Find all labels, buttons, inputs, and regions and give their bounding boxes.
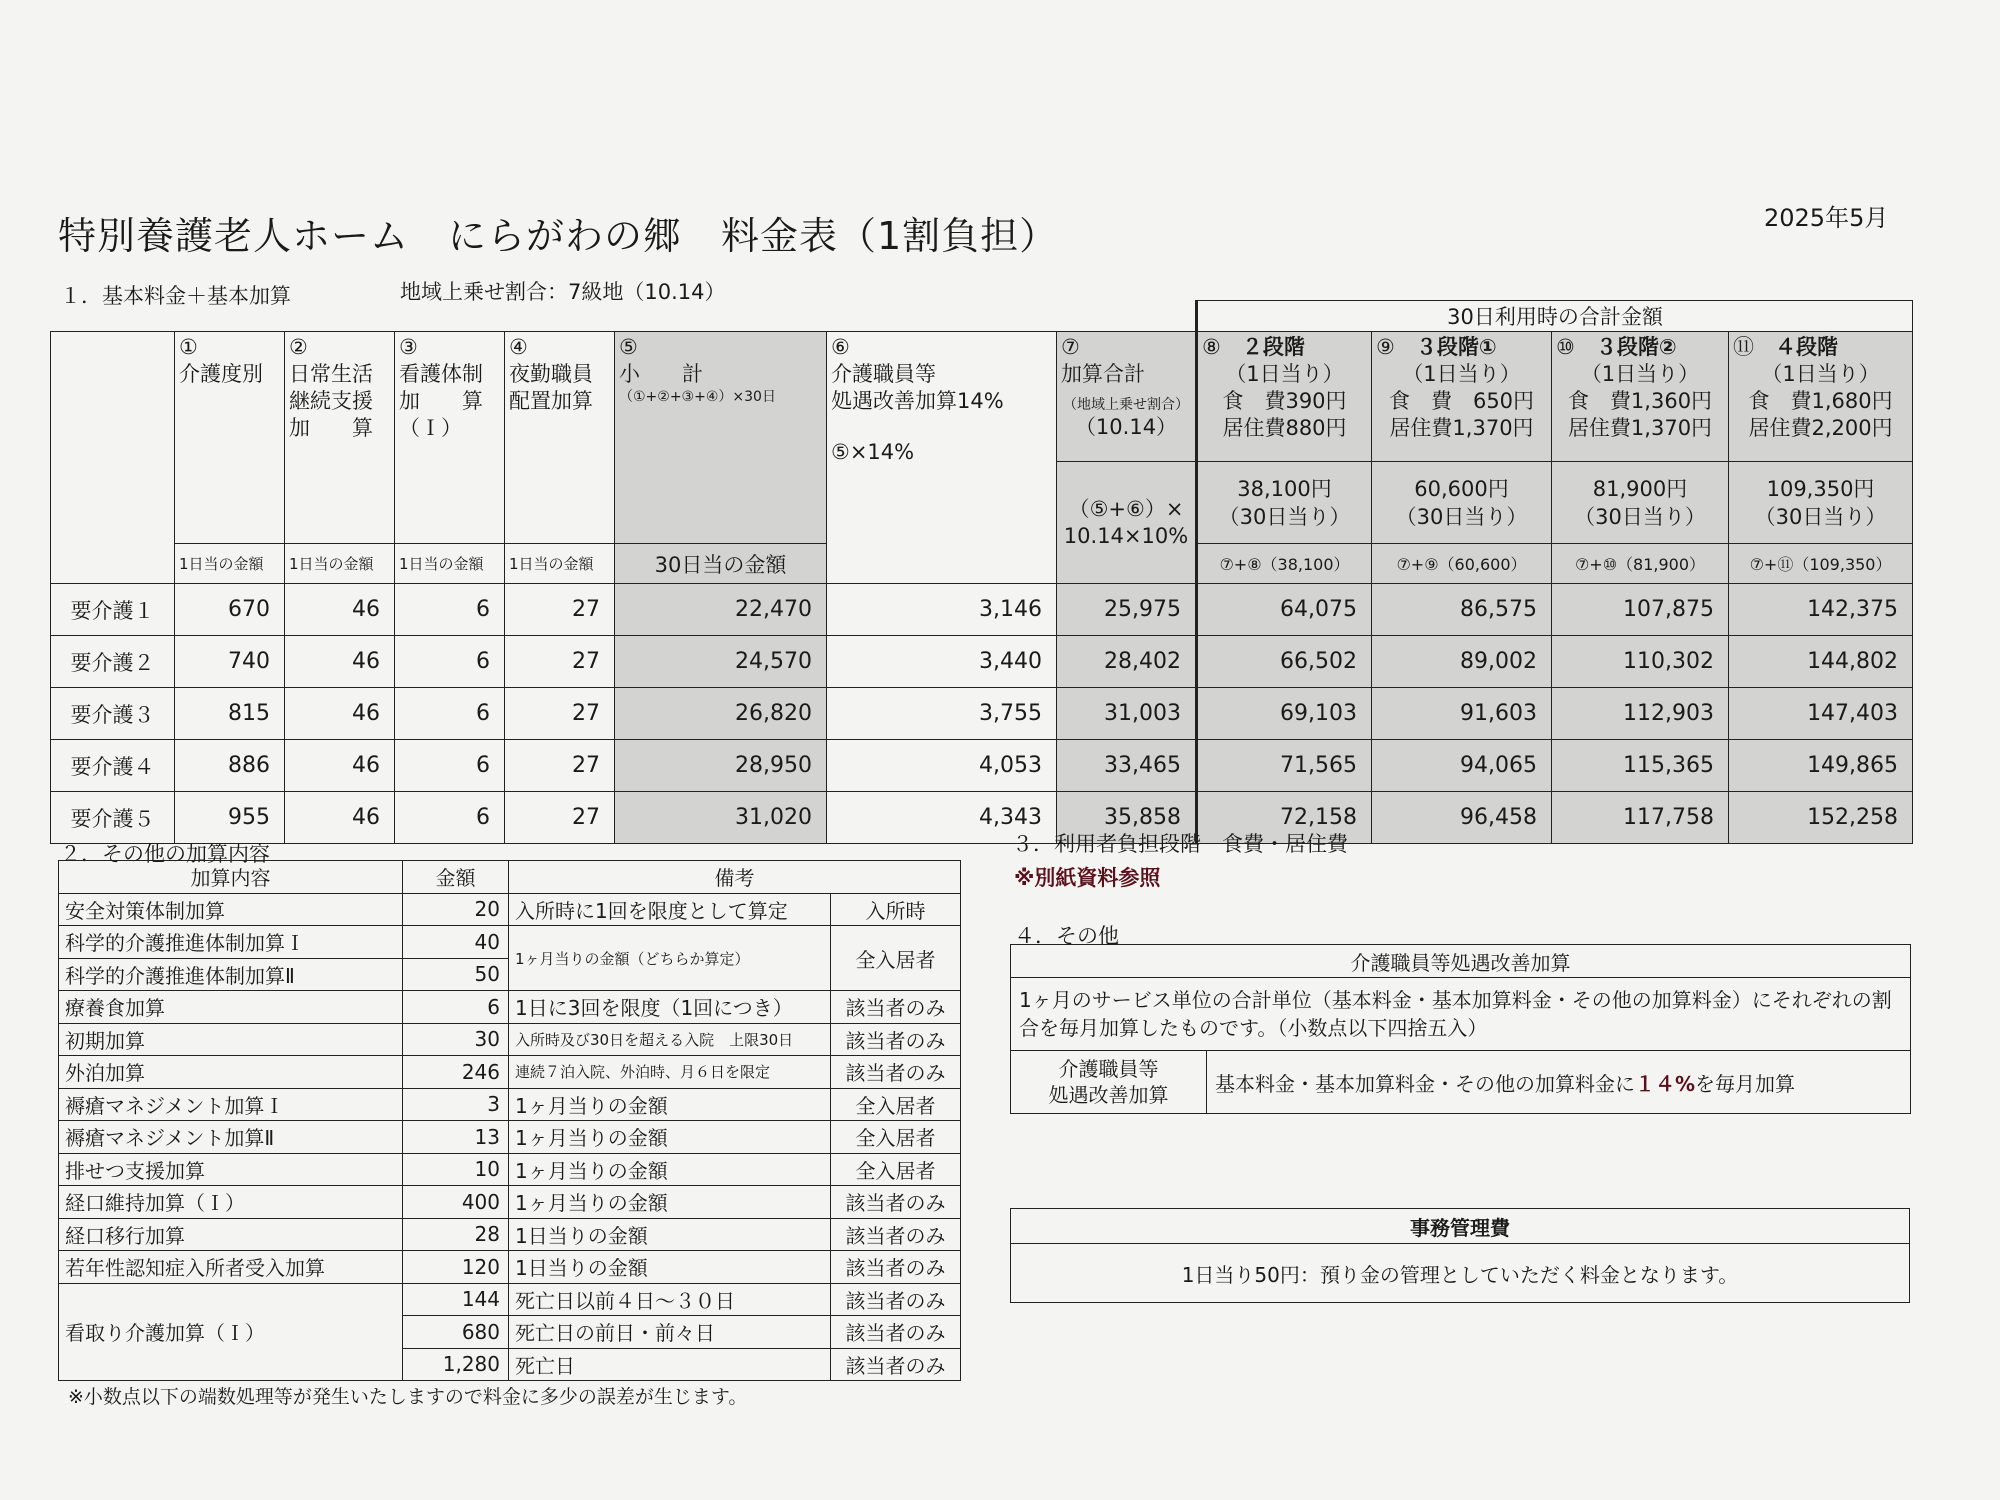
table-row: 若年性認知症入所者受入加算 120 1日当りの金額 該当者のみ	[59, 1251, 961, 1284]
table-row: 褥瘡マネジメント加算Ｉ 3 1ヶ月当りの金額 全入居者	[59, 1088, 961, 1121]
total-header: 30日利用時の合計金額	[1197, 301, 1913, 332]
section2-title: ２．その他の加算内容	[60, 842, 270, 866]
tier11-monthly: 109,350円 （30日当り）	[1729, 462, 1913, 544]
tier9-monthly: 60,600円 （30日当り）	[1372, 462, 1552, 544]
table-row: 要介護２ 740 46 6 27 24,570 3,440 28,402 66,502 89,002 110,302 144,802	[51, 636, 1913, 688]
tier8-monthly: 38,100円 （30日当り）	[1197, 462, 1372, 544]
addon-fee-table	[58, 860, 961, 1381]
footnote: ※小数点以下の端数処理等が発生いたしますので料金に多少の誤差が生じます。	[68, 1386, 748, 1408]
treatment-improvement-table	[1010, 944, 1911, 1114]
region-rate-note: 地域上乗せ割合：7級地（10.14）	[400, 280, 726, 304]
treatment-description: 1ヶ月のサービス単位の合計単位（基本料金・基本加算料金・その他の加算料金）にそれぞれの割合を毎月加算したものです。（小数点以下四捨五入）	[1011, 978, 1911, 1051]
col6-header: ⑥ 介護職員等 処遇改善加算14% ⑤×14%	[827, 332, 1057, 584]
table-row: 看取り介護加算（Ｉ） 144 死亡日以前４日～３０日 該当者のみ	[59, 1283, 961, 1316]
tier8-header: ⑧ ２段階 （1日当り） 食 費390円 居住費880円	[1197, 332, 1372, 462]
table-row: 科学的介護推進体制加算Ｉ 40 1ヶ月当りの金額（どちらか算定） 全入居者	[59, 926, 961, 959]
table-row: 経口維持加算（Ｉ） 400 1ヶ月当りの金額 該当者のみ	[59, 1186, 961, 1219]
table-row: 要介護１ 670 46 6 27 22,470 3,146 25,975 64,075 86,575 107,875 142,375	[51, 584, 1913, 636]
office-fee-table	[1010, 1208, 1910, 1303]
tier9-sum-label: ⑦+⑨（60,600）	[1372, 544, 1552, 584]
table-row: 療養食加算 6 1日に3回を限度（1回につき） 該当者のみ	[59, 991, 961, 1024]
table-row: 経口移行加算 28 1日当りの金額 該当者のみ	[59, 1218, 961, 1251]
table-row: 要介護５ 955 46 6 27 31,020 4,343 35,858 72,158 96,458 117,758 152,258	[51, 792, 1913, 844]
section4-title: ４．その他	[1014, 924, 1119, 948]
table-row: 褥瘡マネジメント加算Ⅱ 13 1ヶ月当りの金額 全入居者	[59, 1121, 961, 1154]
table-row: 1,280 死亡日 該当者のみ	[59, 1348, 961, 1381]
table-row: 要介護３ 815 46 6 27 26,820 3,755 31,003 69,103 91,603 112,903 147,403	[51, 688, 1913, 740]
col4-header: ④ 夜勤職員 配置加算	[505, 332, 615, 544]
table-row: 680 死亡日の前日・前々日 該当者のみ	[59, 1316, 961, 1349]
addon-header-name: 加算内容	[59, 861, 403, 894]
addon-header-amount: 金額	[403, 861, 509, 894]
tier8-sum-label: ⑦+⑧（38,100）	[1197, 544, 1372, 584]
tier10-monthly: 81,900円 （30日当り）	[1552, 462, 1729, 544]
table-row: 外泊加算 246 連続７泊入院、外泊時、月６日を限定 該当者のみ	[59, 1056, 961, 1089]
table-row: 初期加算 30 入所時及び30日を超える入院 上限30日 該当者のみ	[59, 1023, 961, 1056]
col1-header: ① 介護度別	[175, 332, 285, 544]
table-row: 科学的介護推進体制加算Ⅱ 50	[59, 958, 961, 991]
tier10-sum-label: ⑦+⑩（81,900）	[1552, 544, 1729, 584]
col2-unit: 1日当の金額	[285, 544, 395, 584]
col5-unit: 30日当の金額	[615, 544, 827, 584]
treatment-header: 介護職員等処遇改善加算	[1011, 945, 1911, 978]
page-title: 特別養護老人ホーム にらがわの郷 料金表（1割負担）	[58, 214, 1059, 258]
col3-header: ③ 看護体制 加 算 （Ｉ）	[395, 332, 505, 544]
col5-header: ⑤ 小 計 （①+②+③+④）×30日	[615, 332, 827, 544]
level-header-cell	[51, 332, 175, 584]
tier11-sum-label: ⑦+⑪（109,350）	[1729, 544, 1913, 584]
office-fee-header: 事務管理費	[1011, 1209, 1910, 1244]
col2-header: ② 日常生活 継続支援 加 算	[285, 332, 395, 544]
treatment-label: 介護職員等 処遇改善加算	[1011, 1051, 1207, 1114]
section3-note: ※別紙資料参照	[1014, 866, 1161, 890]
col7-formula: （⑤+⑥）× 10.14×10%	[1057, 462, 1197, 584]
table-row: 排せつ支援加算 10 1ヶ月当りの金額 全入居者	[59, 1153, 961, 1186]
section3-title: ３．利用者負担段階 食費・居住費	[1012, 832, 1348, 856]
col7-header: ⑦ 加算合計 （地域上乗せ割合） （10.14）	[1057, 332, 1197, 462]
table-row: 安全対策体制加算 20 入所時に1回を限度として算定 入所時	[59, 893, 961, 926]
col1-unit: 1日当の金額	[175, 544, 285, 584]
office-fee-value: 1日当り50円：預り金の管理としていただく料金となります。	[1011, 1244, 1910, 1303]
tier9-header: ⑨ ３段階① （1日当り） 食 費 650円 居住費1,370円	[1372, 332, 1552, 462]
addon-header-note: 備考	[509, 861, 961, 894]
treatment-value: 基本料金・基本加算料金・その他の加算料金に１４%を毎月加算	[1207, 1051, 1911, 1114]
basic-fee-table	[50, 300, 1913, 844]
col3-unit: 1日当の金額	[395, 544, 505, 584]
document-date: 2025年5月	[1764, 204, 1889, 232]
tier11-header: ⑪ ４段階 （1日当り） 食 費1,680円 居住費2,200円	[1729, 332, 1913, 462]
section1-title: １．基本料金＋基本加算	[60, 284, 291, 308]
table-row: 要介護４ 886 46 6 27 28,950 4,053 33,465 71,565 94,065 115,365 149,865	[51, 740, 1913, 792]
tier10-header: ⑩ ３段階② （1日当り） 食 費1,360円 居住費1,370円	[1552, 332, 1729, 462]
col4-unit: 1日当の金額	[505, 544, 615, 584]
